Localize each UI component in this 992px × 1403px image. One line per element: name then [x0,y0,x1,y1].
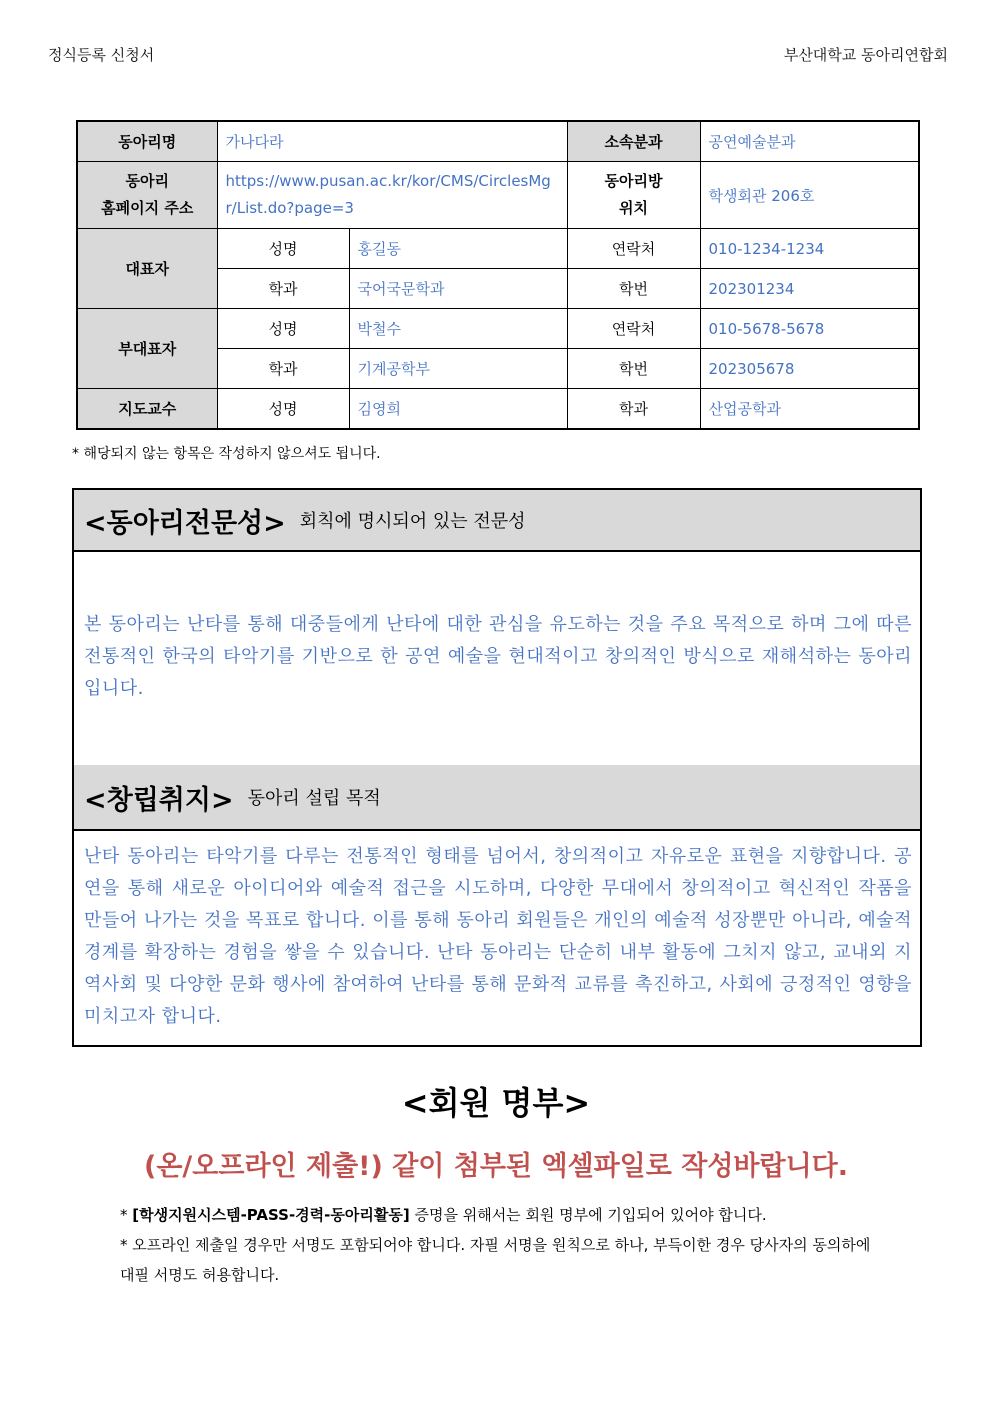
division-label: 소속분과 [567,121,700,162]
purpose-body[interactable]: 난타 동아리는 타악기를 다루는 전통적인 형태를 넘어서, 창의적이고 자유로운 표현을 지향합니다. 공연을 통해 새로운 아이디어와 예술적 접근을 시도하며, 다양한 무대에서 창의적이고 혁신적인 작품을 만들어 나가는 것을 목표로 합니다. 이를 통해 동아리 회원들은 개인의 예술적 성장뿐만 아니라, 예술적 경계를 확장하는 경험을 쌓을 수 있습니다. 난타 동아리는 단순히 내부 활동에 그치지 않고, 교내외 지역사회 및 다양한 문화 행사에 참여하여 난타를 통해 문화적 교류를 촉진하고, 사회에 긍정적인 영향을 미치고자 합니다. [84,846,912,1027]
expertise-section [72,488,922,769]
vice-contact-label: 연락처 [567,309,700,349]
rep-contact-label: 연락처 [567,229,700,269]
roster-title: <회원 명부> [401,1084,591,1122]
prof-dept-label: 학과 [567,389,700,430]
club-name-label: 동아리명 [77,121,217,162]
purpose-section [72,765,922,1047]
homepage-label-line1: 동아리 [125,172,169,190]
roster-notes [120,1200,880,1290]
homepage-label [77,162,217,229]
vice-id-label: 학번 [567,349,700,389]
rep-id-value[interactable]: 202301234 [700,269,919,309]
expertise-title: <동아리전문성> [84,507,286,539]
rep-name-value[interactable]: 홍길동 [349,229,567,269]
prof-dept-value[interactable]: 산업공학과 [700,389,919,430]
room-value[interactable]: 학생회관 206호 [700,162,919,229]
roster-warning: (온/오프라인 제출!) 같이 첨부된 엑셀파일로 작성바랍니다. [144,1151,848,1182]
pass-note [120,1200,880,1230]
rep-dept-label: 학과 [217,269,349,309]
vice-dept-label: 학과 [217,349,349,389]
rep-name-label: 성명 [217,229,349,269]
pass-note-rest: 증명을 위해서는 회원 명부에 기입되어 있어야 합니다. [409,1206,767,1224]
vice-contact-value[interactable]: 010-5678-5678 [700,309,919,349]
optional-fields-note: * 해당되지 않는 항목은 작성하지 않으셔도 됩니다. [72,446,381,462]
homepage-value[interactable]: https://www.pusan.ac.kr/kor/CMS/CirclesMgr/List.do?page=3 [217,162,567,229]
vice-label: 부대표자 [77,309,217,389]
room-label-line2: 위치 [619,199,648,217]
rep-dept-value[interactable]: 국어국문학과 [349,269,567,309]
prof-label: 지도교수 [77,389,217,430]
purpose-subtitle: 동아리 설립 목적 [247,788,381,809]
rep-id-label: 학번 [567,269,700,309]
room-label [567,162,700,229]
vice-name-value[interactable]: 박철수 [349,309,567,349]
doc-title-header: 정식등록 신청서 [48,46,155,64]
club-info-table [76,120,920,430]
prof-name-value[interactable]: 김영희 [349,389,567,430]
pass-note-prefix: * [120,1206,133,1224]
division-value[interactable]: 공연예술분과 [700,121,919,162]
club-name-value[interactable]: 가나다라 [217,121,567,162]
room-label-line1: 동아리방 [604,172,663,190]
vice-id-value[interactable]: 202305678 [700,349,919,389]
org-name-header: 부산대학교 동아리연합회 [783,46,948,64]
prof-name-label: 성명 [217,389,349,430]
signature-note: * 오프라인 제출일 경우만 서명도 포함되어야 합니다. 자필 서명을 원칙으로 하나, 부득이한 경우 당사자의 동의하에 대필 서명도 허용합니다. [120,1236,871,1284]
expertise-body[interactable]: 본 동아리는 난타를 통해 대중들에게 난타에 대한 관심을 유도하는 것을 주요 목적으로 하며 그에 따른 전통적인 한국의 타악기를 기반으로 한 공연 예술을 현대적이고 창의적인 방식으로 재해석하는 동아리입니다. [84,614,912,699]
rep-contact-value[interactable]: 010-1234-1234 [700,229,919,269]
rep-label: 대표자 [77,229,217,309]
purpose-header [74,765,920,831]
vice-dept-value[interactable]: 기계공학부 [349,349,567,389]
vice-name-label: 성명 [217,309,349,349]
homepage-label-line2: 홈페이지 주소 [101,199,194,217]
expertise-header [74,490,920,552]
expertise-subtitle: 회칙에 명시되어 있는 전문성 [299,511,526,532]
purpose-title: <창립취지> [84,784,234,816]
pass-note-path: [학생지원시스템-PASS-경력-동아리활동] [132,1206,410,1224]
